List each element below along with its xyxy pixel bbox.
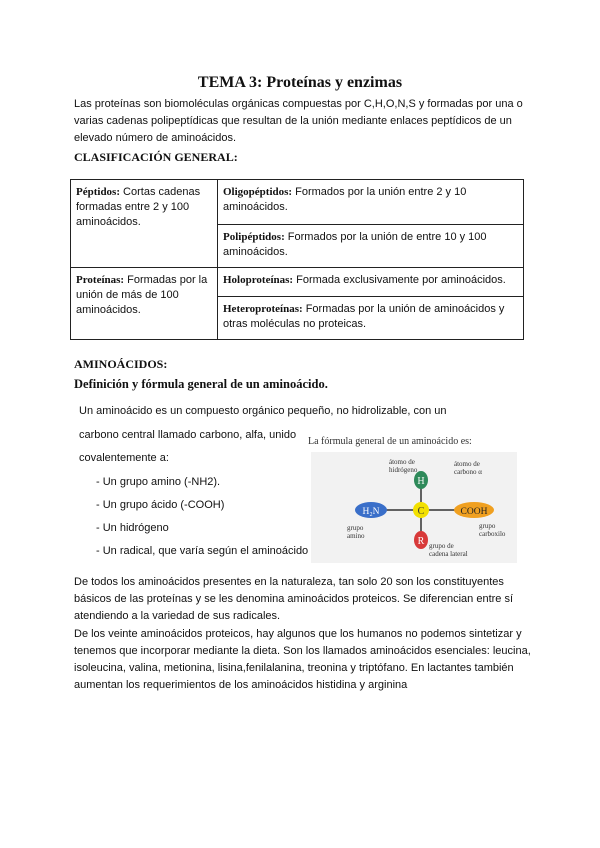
label-hydrogen: átomo de [389,458,415,466]
radical-symbol: R [417,536,425,547]
list-item: - Un hidrógeno [96,522,169,534]
classification-table [70,179,524,340]
label-carboxyl: grupo [479,522,496,530]
cell-heteroproteinas: Heteroproteínas: Formadas por la unión de aminoácidos y otras moléculas no proteicas. [218,297,524,340]
label-carboxyl: carboxilo [479,530,506,538]
carboxyl-symbol: COOH [460,507,488,517]
list-item: - Un grupo ácido (-COOH) [96,499,225,511]
definition-line: Un aminoácido es un compuesto orgánico pequeño, no hidrolizable, con un [79,405,447,417]
cell-peptidos: Péptidos: Cortas cadenas formadas entre 2 y 100 aminoácidos. [71,180,218,268]
amino-symbol: H₂N [362,507,380,517]
label-amino: amino [347,532,365,540]
definicion-heading: Definición y fórmula general de un aminoácido. [74,377,328,391]
label-radical: grupo de [429,542,454,550]
definition-line: carbono central llamado carbono, alfa, unido [79,429,297,441]
page-title: TEMA 3: Proteínas y enzimas [197,74,403,91]
intro-paragraph: Las proteínas son biomoléculas orgánicas compuestas por C,H,O,N,S y formadas por una o varias cadenas polipeptídicas que resultan de la unión mediante enlaces peptídicos de un elevado número de aminoácidos. [74,98,523,144]
cell-polipeptidos: Polipéptidos: Formados por la unión de entre 10 y 100 aminoácidos. [218,225,524,268]
label-carbon: átomo de [454,460,480,468]
list-item: - Un grupo amino (-NH2). [96,476,221,488]
cell-holoproteinas: Holoproteínas: Formada exclusivamente por aminoácidos. [218,268,524,297]
amino-acid-diagram [309,450,519,565]
cell-oligopeptidos: Oligopéptidos: Formados por la unión entre 2 y 10 aminoácidos. [218,180,524,225]
label-hydrogen: hidrógeno [389,466,418,474]
hydrogen-symbol: H [417,476,425,487]
label-carbon: carbono α [454,468,482,476]
list-item: - Un radical, que varía según el aminoácido [96,545,309,557]
cell-proteinas: Proteínas: Formadas por la unión de más de 100 aminoácidos. [71,268,218,340]
clasificacion-heading: CLASIFICACIÓN GENERAL: [74,150,238,164]
paragraph-esenciales: De los veinte aminoácidos proteicos, hay algunos que los humanos no podemos sintetizar y tenemos que incorporar mediante la dieta. Son los llamados aminoácidos esenciales: leucina, isoleucina, valina, metionina, lisina,fenilalanina, treonina y triptófano. En lactantes también aumentan los requerimientos de los aminoácidos histidina y arginina [74,628,531,691]
paragraph-radicales: De todos los aminoácidos presentes en la naturaleza, tan solo 20 son los constituyentes básicos de las proteínas y se les denomina aminoácidos proteicos. Se diferencian entre sí atendiendo a la variedad de sus radicales. [74,576,514,622]
label-amino: grupo [347,524,364,532]
label-radical: cadena lateral [429,550,468,558]
aminoacidos-heading: AMINOÁCIDOS: [74,357,168,371]
figure-caption: La fórmula general de un aminoácido es: [308,436,472,447]
carbon-symbol: C [417,506,425,517]
definition-line: covalentemente a: [79,452,169,464]
